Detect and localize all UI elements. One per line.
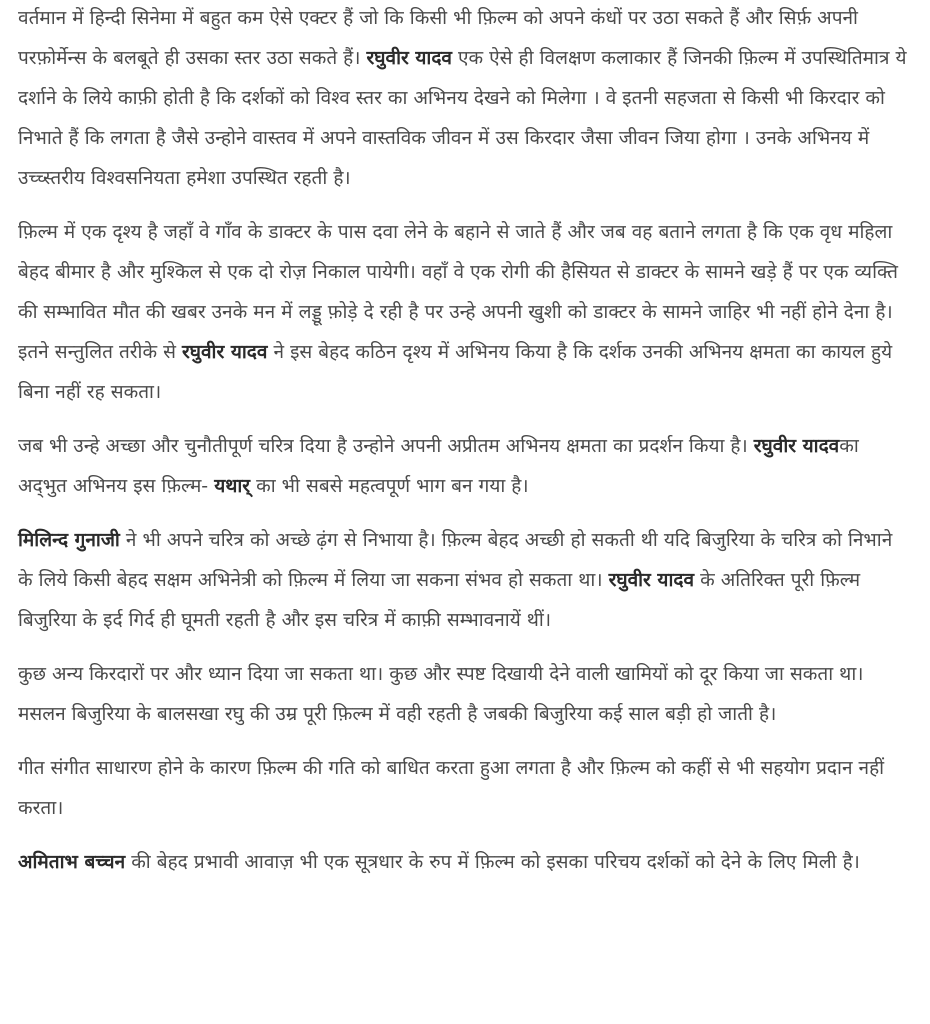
paragraph-scene [18, 212, 908, 412]
film-title: यथार् [214, 475, 251, 497]
text-run: की बेहद प्रभावी आवाज़ भी एक सूत्रधार के रुप में फ़िल्म को इसका परिचय दर्शकों को देने के लिए मिली है। [125, 851, 860, 873]
text-run: के अतिरिक्त पूरी फ़िल्म बिजुरिया के इर्द गिर्द ही घूमती रहती है और इस चरित्र में काफ़ी सम्भावनायें थीं। [18, 569, 861, 631]
actor-name-raghuvir-yadav: रघुवीर यादव [753, 435, 840, 457]
paragraph-music [18, 748, 908, 828]
paragraph-intro [18, 0, 908, 198]
text-run: का भी सबसे महत्वपूर्ण भाग बन गया है। [250, 475, 529, 497]
text-run: ने भी अपने चरित्र को अच्छे ढ़ंग से निभाया है। फ़िल्म बेहद अच्छी हो सकती थी यदि बिजुरिया के चरित्र को निभाने के लिये किसी बेहद सक्षम अभिनेत्री को फ़िल्म में लिया जा सकना संभव हो सकता था। [18, 529, 893, 591]
text-run: वर्तमान में हिन्दी सिनेमा में बहुत कम ऐसे एक्टर हैं जो कि किसी भी फ़िल्म को अपने कंधों पर उठा सकते हैं और सिर्फ़ अपनी परफ़ोर्मेन्स के बलबूते ही उसका स्तर उठा सकते हैं। [18, 7, 858, 69]
text-run: गीत संगीत साधारण होने के कारण फ़िल्म की गति को बाधित करता हुआ लगता है और फ़िल्म को कहीं से भी सहयोग प्रदान नहीं करता। [18, 757, 885, 819]
paragraph-flaws [18, 654, 908, 734]
text-run: जब भी उन्हे अच्छा और चुनौतीपूर्ण चरित्र दिया है उन्होने अपनी अप्रीतम अभिनय क्षमता का प्रदर्शन किया है। [18, 435, 754, 457]
actor-name-raghuvir-yadav: रघुवीर यादव [181, 341, 268, 363]
actor-name-amitabh-bachchan: अमिताभ बच्चन [18, 851, 126, 873]
text-run: का अद्‌भुत अभिनय इस फ़िल्म- [18, 435, 859, 497]
paragraph-performance [18, 426, 908, 506]
text-run: ने इस बेहद कठिन दृश्य में अभिनय किया है कि दर्शक उनकी अभिनय क्षमता का कायल हुये बिना नहीं रह सकता। [18, 341, 893, 403]
actor-name-milind-gunaji: मिलिन्द गुनाजी [18, 529, 120, 551]
actor-name-raghuvir-yadav: रघुवीर यादव [608, 569, 695, 591]
paragraph-narration [18, 842, 908, 882]
text-run: एक ऐसे ही विलक्षण कलाकार हैं जिनकी फ़िल्म में उपस्थितिमात्र ये दर्शाने के लिये काफ़ी होती है कि दर्शकों को विश्व स्तर का अभिनय देखने को मिलेगा । वे इतनी सहजता से किसी भी किरदार को निभाते हैं कि लगता है जैसे उन्होने वास्तव में अपने वास्तविक जीवन में उस किरदार जैसा जीवन जिया होगा । उनके अभिनय में उच्च्स्तरीय विश्वसनियता हमेशा उपस्थित रहती है। [18, 47, 907, 189]
text-run: फ़िल्म में एक दृश्य है जहाँ वे गाँव के डाक्टर के पास दवा लेने के बहाने से जाते हैं और जब वह बताने लगता है कि एक वृध महिला बेहद बीमार है और मुश्किल से एक दो रोज़ निकाल पायेगी। वहाँ वे एक रोगी की हैसियत से डाक्टर के सामने खड़े हैं पर एक व्यक्ति की सम्भावित मौत की खबर उनके मन में लड्डू फ़ोड़े दे रही है पर उन्हे अपनी खुशी को डाक्टर के सामने जाहिर भी नहीं होने देना है। इतने सन्तुलित तरीके से [18, 221, 899, 363]
actor-name-raghuvir-yadav: रघुवीर यादव [366, 47, 452, 69]
text-run: कुछ अन्य किरदारों पर और ध्यान दिया जा सकता था। कुछ और स्पष्ट दिखायी देने वाली खामियों को दूर किया जा सकता था। मसलन बिजुरिया के बालसखा रघु की उम्र पूरी फ़िल्म में वही रहती है जबकी बिजुरिया कई साल बड़ी हो जाती है। [18, 663, 864, 725]
paragraph-supporting-cast [18, 520, 908, 640]
